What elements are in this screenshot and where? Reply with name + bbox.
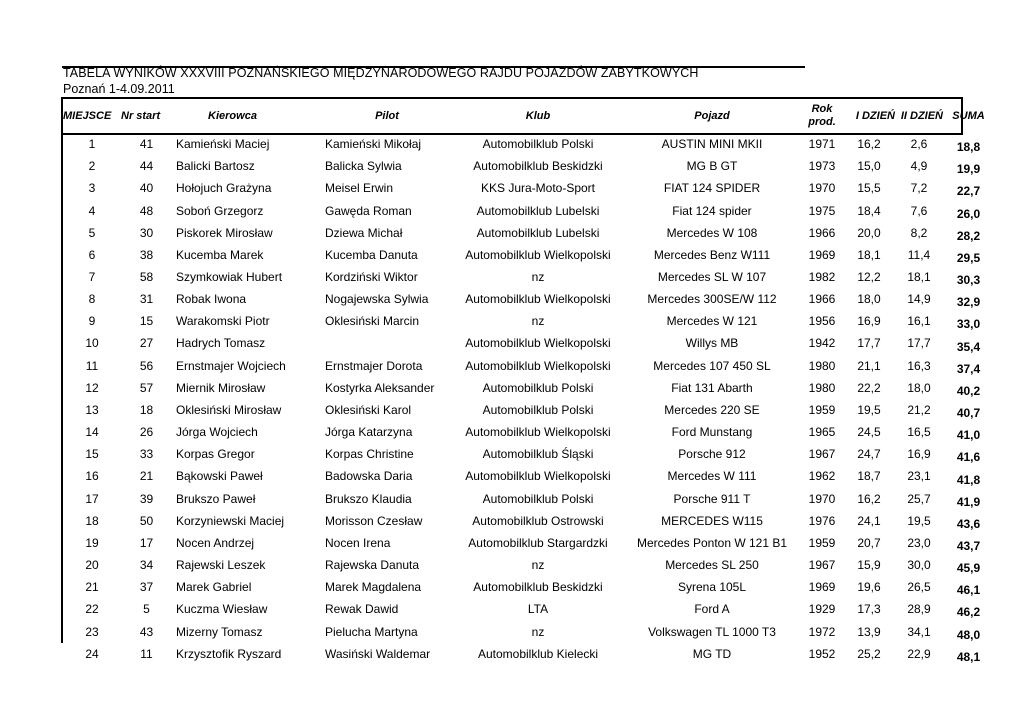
table-row	[63, 133, 994, 155]
cell-miejsce: 20	[85, 558, 99, 573]
cell-dzien-2: 28,9	[907, 602, 931, 617]
cell-nr-start: 50	[139, 513, 154, 528]
cell-pojazd: AUSTIN MINI MKII	[661, 137, 763, 152]
cell-kierowca: Bąkowski Paweł	[176, 469, 263, 484]
table-row	[63, 399, 994, 421]
cell-kierowca: Nocen Andrzej	[176, 535, 255, 550]
cell-dzien-1: 17,3	[857, 602, 881, 617]
cell-kierowca: Mizerny Tomasz	[176, 624, 263, 639]
cell-dzien-2: 21,2	[907, 402, 931, 417]
cell-kierowca: Brukszo Paweł	[176, 491, 256, 506]
cell-suma: 43,7	[956, 538, 981, 553]
cell-miejsce: 7	[88, 270, 96, 285]
cell-kierowca: Warakomski Piotr	[176, 314, 270, 329]
cell-klub: Automobilklub Wielkopolski	[465, 336, 611, 351]
cell-dzien-2: 30,0	[907, 558, 931, 573]
cell-pilot: Oklesiński Karol	[325, 402, 412, 417]
cell-klub: Automobilklub Wielkopolski	[465, 292, 611, 307]
cell-dzien-1: 24,7	[857, 447, 881, 462]
cell-miejsce: 21	[85, 580, 99, 595]
table-row	[63, 199, 994, 221]
cell-dzien-2: 11,4	[907, 247, 931, 262]
cell-kierowca: Hadrych Tomasz	[176, 336, 266, 351]
cell-pilot: Kordziński Wiktor	[325, 270, 418, 285]
cell-dzien-1: 17,7	[857, 336, 881, 351]
cell-dzien-1: 18,4	[857, 203, 881, 218]
cell-nr-start: 31	[139, 292, 154, 307]
cell-kierowca: Rajewski Leszek	[176, 558, 266, 573]
cell-suma: 30,3	[956, 273, 981, 288]
cell-pojazd: Mercedes SL 250	[665, 558, 759, 573]
cell-dzien-1: 15,5	[857, 181, 881, 196]
cell-nr-start: 18	[139, 402, 154, 417]
header-suma: SUMA	[952, 109, 985, 122]
cell-miejsce: 11	[85, 358, 99, 373]
table-row	[63, 332, 994, 354]
table-row	[63, 488, 994, 510]
cell-miejsce: 10	[85, 336, 99, 351]
cell-pojazd: Mercedes 220 SE	[664, 402, 760, 417]
cell-kierowca: Marek Gabriel	[176, 580, 252, 595]
table-row	[63, 554, 994, 576]
header-miejsce: MIEJSCE	[63, 109, 112, 122]
header-nr-start: Nr start	[121, 109, 161, 122]
cell-miejsce: 23	[85, 624, 99, 639]
cell-nr-start: 27	[139, 336, 154, 351]
cell-klub: nz	[531, 270, 545, 285]
cell-rok-prod: 1975	[808, 203, 836, 218]
cell-nr-start: 15	[139, 314, 154, 329]
cell-dzien-1: 16,2	[857, 491, 881, 506]
cell-nr-start: 56	[139, 358, 154, 373]
cell-nr-start: 40	[139, 181, 154, 196]
cell-pilot: Brukszo Klaudia	[325, 491, 412, 506]
cell-klub: Automobilklub Polski	[482, 380, 594, 395]
cell-kierowca: Kucemba Marek	[176, 247, 264, 262]
cell-pojazd: Porsche 911 T	[673, 491, 751, 506]
cell-suma: 41,8	[956, 472, 981, 487]
cell-dzien-1: 15,9	[857, 558, 881, 573]
cell-suma: 46,1	[956, 583, 981, 598]
cell-pilot: Kostyrka Aleksander	[325, 380, 435, 395]
cell-klub: Automobilklub Beskidzki	[473, 159, 603, 174]
cell-miejsce: 8	[88, 292, 96, 307]
cell-nr-start: 38	[139, 247, 154, 262]
cell-klub: nz	[531, 558, 545, 573]
cell-kierowca: Hołojuch Grażyna	[176, 181, 272, 196]
cell-pilot: Meisel Erwin	[325, 181, 394, 196]
cell-dzien-1: 20,7	[857, 535, 881, 550]
cell-dzien-2: 25,7	[907, 491, 931, 506]
cell-suma: 37,4	[956, 361, 981, 376]
cell-rok-prod: 1959	[808, 535, 836, 550]
cell-kierowca: Kamieński Maciej	[176, 137, 270, 152]
header-klub: Klub	[525, 109, 551, 122]
cell-klub: Automobilklub Śląski	[482, 447, 594, 462]
cell-dzien-2: 16,9	[907, 447, 931, 462]
cell-dzien-1: 18,1	[857, 247, 881, 262]
cell-kierowca: Korzyniewski Maciej	[176, 513, 285, 528]
cell-nr-start: 48	[139, 203, 154, 218]
cell-nr-start: 11	[140, 646, 153, 661]
results-table	[63, 99, 994, 665]
cell-suma: 40,7	[956, 406, 981, 421]
cell-miejsce: 5	[88, 225, 96, 240]
cell-rok-prod: 1969	[808, 580, 836, 595]
cell-nr-start: 30	[139, 225, 154, 240]
cell-suma: 41,6	[956, 450, 981, 465]
cell-rok-prod: 1962	[808, 469, 836, 484]
cell-miejsce: 24	[85, 646, 99, 661]
cell-miejsce: 2	[88, 159, 96, 174]
cell-pojazd: Fiat 124 spider	[672, 203, 752, 218]
table-row	[63, 377, 994, 399]
cell-kierowca: Miernik Mirosław	[176, 380, 266, 395]
cell-dzien-2: 7,6	[910, 203, 928, 218]
cell-klub: Automobilklub Ostrowski	[472, 513, 604, 528]
cell-rok-prod: 1959	[808, 402, 836, 417]
cell-klub: Automobilklub Lubelski	[476, 203, 600, 218]
cell-dzien-1: 19,5	[857, 402, 881, 417]
cell-pojazd: Porsche 912	[678, 447, 746, 462]
cell-rok-prod: 1982	[808, 270, 836, 285]
cell-rok-prod: 1965	[808, 425, 836, 440]
cell-dzien-2: 34,1	[907, 624, 931, 639]
cell-rok-prod: 1942	[808, 336, 836, 351]
cell-miejsce: 18	[85, 513, 99, 528]
header-rok-prod: Rok prod.	[808, 103, 836, 128]
cell-klub: Automobilklub Polski	[482, 402, 594, 417]
cell-rok-prod: 1970	[808, 491, 836, 506]
table-row	[63, 155, 994, 177]
cell-suma: 40,2	[956, 383, 981, 398]
cell-pilot: Marek Magdalena	[325, 580, 422, 595]
cell-kierowca: Ernstmajer Wojciech	[176, 358, 286, 373]
cell-rok-prod: 1970	[808, 181, 836, 196]
cell-klub: nz	[531, 314, 545, 329]
cell-rok-prod: 1969	[808, 247, 836, 262]
cell-miejsce: 16	[85, 469, 99, 484]
cell-miejsce: 22	[85, 602, 99, 617]
cell-pilot: Gawęda Roman	[325, 203, 412, 218]
cell-pilot: Nocen Irena	[325, 535, 391, 550]
cell-pilot: Wasiński Waldemar	[325, 646, 431, 661]
cell-suma: 48,0	[956, 627, 981, 642]
table-row	[63, 510, 994, 532]
cell-klub: Automobilklub Polski	[482, 137, 594, 152]
cell-pilot: Ernstmajer Dorota	[325, 358, 423, 373]
table-row	[63, 443, 994, 465]
cell-kierowca: Robak Iwona	[176, 292, 247, 307]
table-row	[63, 222, 994, 244]
table-row	[63, 310, 994, 332]
header-kierowca: Kierowca	[208, 109, 257, 122]
cell-nr-start: 43	[139, 624, 154, 639]
cell-dzien-2: 18,1	[907, 270, 931, 285]
cell-pojazd: Mercedes W 108	[666, 225, 758, 240]
cell-dzien-2: 23,1	[907, 469, 931, 484]
cell-nr-start: 37	[139, 580, 154, 595]
cell-rok-prod: 1972	[808, 624, 836, 639]
cell-dzien-1: 20,0	[857, 225, 881, 240]
cell-kierowca: Piskorek Mirosław	[176, 225, 273, 240]
cell-miejsce: 4	[88, 203, 96, 218]
cell-suma: 46,2	[956, 605, 981, 620]
cell-pojazd: Mercedes W 111	[667, 469, 757, 484]
cell-dzien-1: 24,5	[857, 425, 881, 440]
cell-dzien-2: 7,2	[910, 181, 928, 196]
cell-dzien-2: 23,0	[907, 535, 931, 550]
table-row	[63, 288, 994, 310]
cell-dzien-2: 16,5	[907, 425, 931, 440]
cell-dzien-1: 16,2	[857, 137, 881, 152]
cell-nr-start: 39	[139, 491, 154, 506]
cell-pojazd: Mercedes 300SE/W 112	[647, 292, 777, 307]
cell-dzien-1: 25,2	[857, 646, 881, 661]
cell-dzien-1: 21,1	[857, 358, 881, 373]
header-dzien-1: I DZIEŃ	[855, 109, 895, 122]
cell-dzien-1: 12,2	[857, 270, 881, 285]
cell-dzien-2: 16,1	[907, 314, 931, 329]
cell-miejsce: 3	[88, 181, 96, 196]
cell-pilot: Pielucha Martyna	[325, 624, 418, 639]
cell-klub: Automobilklub Wielkopolski	[465, 425, 611, 440]
cell-rok-prod: 1971	[808, 137, 836, 152]
cell-klub: KKS Jura-Moto-Sport	[480, 181, 596, 196]
cell-miejsce: 12	[85, 380, 99, 395]
cell-suma: 32,9	[956, 295, 981, 310]
cell-nr-start: 26	[139, 425, 154, 440]
cell-pilot: Nogajewska Sylwia	[325, 292, 429, 307]
cell-nr-start: 34	[139, 558, 154, 573]
cell-nr-start: 17	[139, 535, 154, 550]
cell-dzien-2: 26,5	[907, 580, 931, 595]
cell-suma: 22,7	[956, 184, 981, 199]
cell-pojazd: Ford A	[694, 602, 730, 617]
cell-dzien-2: 22,9	[907, 646, 931, 661]
cell-suma: 29,5	[956, 250, 981, 265]
cell-dzien-2: 2,6	[910, 137, 928, 152]
cell-pojazd: Mercedes SL W 107	[657, 270, 767, 285]
cell-klub: nz	[531, 624, 545, 639]
cell-pojazd: Ford Munstang	[671, 425, 753, 440]
cell-klub: Automobilklub Kielecki	[477, 646, 599, 661]
document-subtitle: Poznań 1-4.09.2011	[63, 82, 175, 96]
cell-pilot: Rajewska Danuta	[325, 558, 420, 573]
cell-klub: Automobilklub Wielkopolski	[465, 358, 611, 373]
cell-dzien-1: 13,9	[857, 624, 881, 639]
cell-dzien-1: 16,9	[857, 314, 881, 329]
cell-rok-prod: 1967	[808, 558, 836, 573]
table-row	[63, 643, 994, 665]
document-title: TABELA WYNIKÓW XXXVIII POZNAŃSKIEGO MIĘDZYNARODOWEGO RAJDU POJAZDÓW ZABYTKOWYCH	[63, 66, 699, 80]
cell-dzien-2: 4,9	[910, 159, 928, 174]
cell-klub: LTA	[527, 602, 549, 617]
cell-pojazd: MG TD	[692, 646, 732, 661]
cell-klub: Automobilklub Wielkopolski	[465, 469, 611, 484]
cell-dzien-2: 18,0	[907, 380, 931, 395]
cell-suma: 41,0	[956, 428, 981, 443]
table-header-row	[63, 99, 994, 133]
cell-kierowca: Korpas Gregor	[176, 447, 255, 462]
cell-klub: Automobilklub Polski	[482, 491, 594, 506]
cell-pojazd: FIAT 124 SPIDER	[663, 181, 761, 196]
header-dzien-2: II DZIEŃ	[900, 109, 943, 122]
header-pojazd: Pojazd	[694, 109, 730, 122]
cell-nr-start: 41	[139, 137, 154, 152]
cell-dzien-1: 19,6	[857, 580, 881, 595]
cell-nr-start: 21	[139, 469, 154, 484]
cell-pilot: Oklesiński Marcin	[325, 314, 420, 329]
cell-pojazd: MG B GT	[686, 159, 738, 174]
cell-pojazd: Fiat 131 Abarth	[671, 380, 753, 395]
table-row	[63, 177, 994, 199]
cell-pojazd: MERCEDES W115	[661, 513, 763, 528]
cell-dzien-1: 18,0	[857, 292, 881, 307]
cell-miejsce: 17	[85, 491, 99, 506]
cell-kierowca: Szymkowiak Hubert	[176, 270, 283, 285]
cell-kierowca: Soboń Grzegorz	[176, 203, 264, 218]
table-row	[63, 421, 994, 443]
cell-klub: Automobilklub Beskidzki	[473, 580, 603, 595]
cell-rok-prod: 1967	[808, 447, 836, 462]
cell-pilot: Rewak Dawid	[325, 602, 399, 617]
results-body	[63, 133, 994, 665]
cell-pilot: Badowska Daria	[325, 469, 413, 484]
cell-pojazd: Mercedes Ponton W 121 B1	[636, 535, 788, 550]
table-row	[63, 244, 994, 266]
cell-rok-prod: 1952	[808, 646, 836, 661]
cell-pilot: Balicka Sylwia	[325, 159, 402, 174]
cell-klub: Automobilklub Lubelski	[476, 225, 600, 240]
cell-dzien-2: 14,9	[907, 292, 931, 307]
cell-pilot: Jórga Katarzyna	[325, 425, 413, 440]
cell-pojazd: Syrena 105L	[677, 580, 747, 595]
cell-pojazd: Willys MB	[685, 336, 739, 351]
cell-rok-prod: 1966	[808, 225, 836, 240]
cell-nr-start: 57	[139, 380, 154, 395]
cell-suma: 43,6	[956, 516, 981, 531]
table-row	[63, 620, 994, 642]
cell-suma: 19,9	[956, 162, 981, 177]
cell-rok-prod: 1929	[808, 602, 836, 617]
cell-pilot: Korpas Christine	[325, 447, 414, 462]
cell-rok-prod: 1976	[808, 513, 836, 528]
cell-miejsce: 1	[88, 137, 96, 152]
cell-suma: 28,2	[956, 228, 981, 243]
header-pilot: Pilot	[375, 109, 399, 122]
cell-kierowca: Krzysztofik Ryszard	[176, 646, 282, 661]
cell-kierowca: Jórga Wojciech	[176, 425, 258, 440]
cell-dzien-2: 16,3	[907, 358, 931, 373]
cell-pilot: Kucemba Danuta	[325, 247, 418, 262]
cell-pilot	[321, 332, 453, 354]
cell-rok-prod: 1980	[808, 358, 836, 373]
cell-pilot: Morisson Czesław	[325, 513, 423, 528]
cell-klub: Automobilklub Wielkopolski	[465, 247, 611, 262]
cell-dzien-1: 24,1	[857, 513, 881, 528]
cell-suma: 33,0	[956, 317, 981, 332]
cell-klub: Automobilklub Stargardzki	[468, 535, 608, 550]
cell-pojazd: Mercedes W 121	[666, 314, 758, 329]
cell-suma: 26,0	[956, 206, 981, 221]
cell-miejsce: 9	[88, 314, 96, 329]
cell-pojazd: Volkswagen TL 1000 T3	[648, 624, 776, 639]
cell-nr-start: 33	[139, 447, 154, 462]
cell-rok-prod: 1956	[808, 314, 836, 329]
cell-suma: 48,1	[956, 649, 981, 664]
cell-dzien-2: 8,2	[910, 225, 928, 240]
cell-nr-start: 44	[139, 159, 154, 174]
cell-dzien-1: 22,2	[857, 380, 881, 395]
cell-pojazd: Mercedes 107 450 SL	[653, 358, 771, 373]
table-row	[63, 465, 994, 487]
cell-pilot: Kamieński Mikołaj	[325, 137, 422, 152]
cell-pojazd: Mercedes Benz W111	[653, 247, 771, 262]
cell-pilot: Dziewa Michał	[325, 225, 403, 240]
table-row	[63, 355, 994, 377]
cell-kierowca: Kuczma Wiesław	[176, 602, 268, 617]
cell-nr-start: 5	[143, 602, 150, 617]
cell-rok-prod: 1966	[808, 292, 836, 307]
cell-miejsce: 14	[85, 425, 99, 440]
table-row	[63, 576, 994, 598]
cell-kierowca: Balicki Bartosz	[176, 159, 255, 174]
cell-miejsce: 6	[88, 247, 96, 262]
cell-dzien-2: 19,5	[907, 513, 931, 528]
cell-rok-prod: 1980	[808, 380, 836, 395]
cell-suma: 18,8	[956, 140, 981, 155]
cell-miejsce: 15	[85, 447, 99, 462]
cell-nr-start: 58	[139, 270, 154, 285]
cell-suma: 45,9	[956, 561, 981, 576]
cell-rok-prod: 1973	[808, 159, 836, 174]
cell-suma: 41,9	[956, 494, 981, 509]
cell-kierowca: Oklesiński Mirosław	[176, 402, 282, 417]
cell-dzien-1: 18,7	[857, 469, 881, 484]
table-row	[63, 532, 994, 554]
cell-miejsce: 19	[85, 535, 99, 550]
cell-miejsce: 13	[85, 402, 99, 417]
table-row	[63, 266, 994, 288]
cell-dzien-1: 15,0	[857, 159, 881, 174]
cell-dzien-2: 17,7	[907, 336, 931, 351]
table-row	[63, 598, 994, 620]
cell-suma: 35,4	[956, 339, 981, 354]
